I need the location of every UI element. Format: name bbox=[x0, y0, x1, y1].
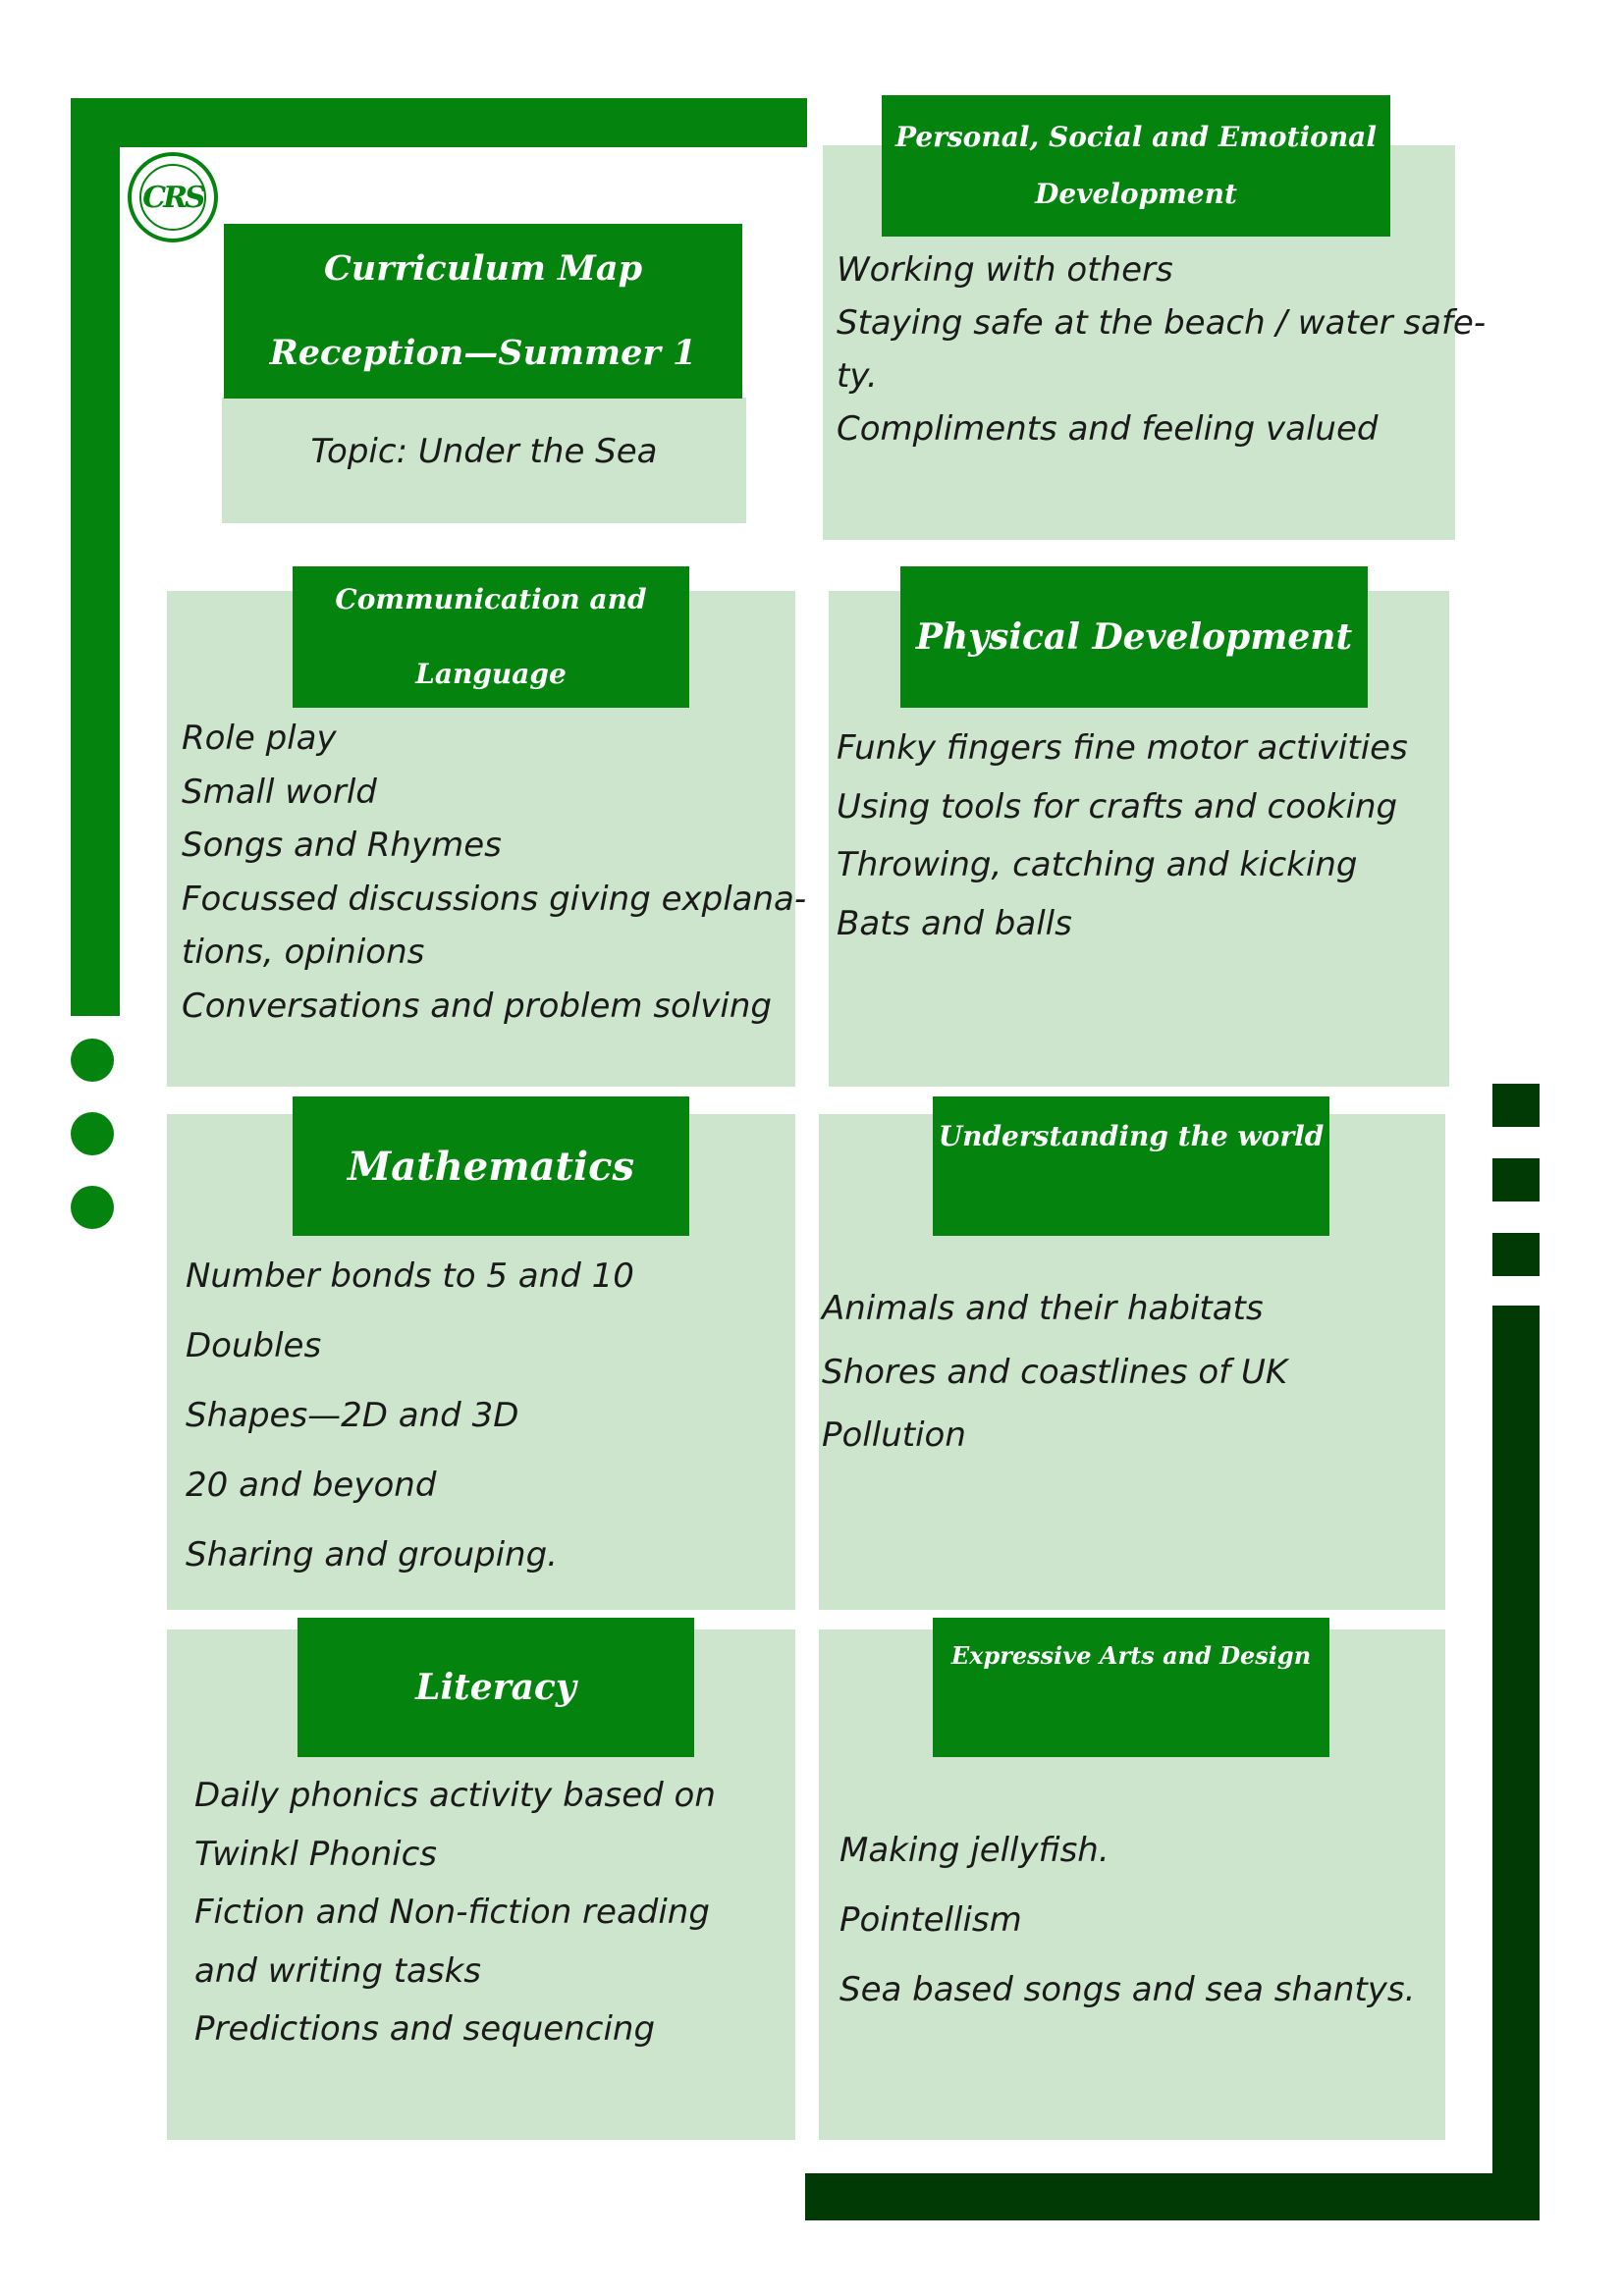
frame-top-bar bbox=[71, 98, 807, 147]
physical-header bbox=[900, 566, 1368, 708]
understanding-heading: Understanding the world bbox=[938, 1120, 1325, 1152]
list-item: Role play bbox=[182, 719, 337, 758]
decor-square-2 bbox=[1492, 1158, 1540, 1201]
psed-heading-line-1: Personal, Social and Emotional bbox=[895, 121, 1377, 153]
literacy-header bbox=[298, 1618, 694, 1757]
list-item: Fiction and Non-fiction reading bbox=[194, 1893, 710, 1932]
list-item: ty. bbox=[837, 356, 878, 396]
list-item: Songs and Rhymes bbox=[182, 826, 502, 865]
list-item: Throwing, catching and kicking bbox=[837, 845, 1358, 884]
list-item: Using tools for crafts and cooking bbox=[837, 786, 1398, 827]
mathematics-list bbox=[186, 1242, 634, 1590]
list-item: Staying safe at the beach / water safe- bbox=[837, 303, 1487, 343]
psed-header bbox=[882, 95, 1390, 237]
psed-list bbox=[837, 243, 1486, 455]
list-item: Funky fingers fine motor activities bbox=[837, 728, 1408, 768]
list-item: Pollution bbox=[822, 1415, 966, 1455]
understanding-list bbox=[822, 1277, 1287, 1468]
decor-square-1 bbox=[1492, 1084, 1540, 1127]
decor-dot-1 bbox=[71, 1039, 114, 1082]
arts-list bbox=[839, 1816, 1415, 2025]
frame-bottom-bar bbox=[805, 2173, 1540, 2220]
list-item: Small world bbox=[182, 772, 377, 812]
mathematics-header bbox=[293, 1096, 689, 1236]
logo-text: CRS bbox=[142, 180, 203, 215]
communication-list bbox=[182, 712, 806, 1033]
list-item: Sharing and grouping. bbox=[186, 1535, 558, 1575]
frame-right-bar bbox=[1492, 1306, 1540, 2220]
psed-heading-line-2: Development bbox=[1035, 178, 1237, 210]
list-item: Conversations and problem solving bbox=[182, 986, 772, 1026]
list-item: Shapes—2D and 3D bbox=[186, 1396, 519, 1435]
list-item: Twinkl Phonics bbox=[194, 1834, 437, 1874]
list-item: Pointellism bbox=[839, 1900, 1022, 1940]
list-item: Daily phonics activity based on bbox=[194, 1776, 716, 1815]
title-line-2: Reception—Summer 1 bbox=[269, 333, 697, 373]
mathematics-heading: Mathematics bbox=[348, 1143, 634, 1190]
communication-heading-line-2: Language bbox=[415, 658, 567, 690]
list-item: and writing tasks bbox=[194, 1950, 482, 1991]
list-item: 20 and beyond bbox=[186, 1466, 437, 1505]
topic-text: Topic: Under the Sea bbox=[310, 432, 658, 471]
decor-dot-2 bbox=[71, 1112, 114, 1155]
list-item: Predictions and sequencing bbox=[194, 2009, 656, 2049]
arts-header bbox=[933, 1618, 1329, 1757]
decor-square-3 bbox=[1492, 1233, 1540, 1276]
list-item: Making jellyfish. bbox=[839, 1831, 1110, 1870]
physical-heading: Physical Development bbox=[915, 616, 1353, 658]
communication-heading-line-1: Communication and bbox=[335, 583, 647, 615]
list-item: Doubles bbox=[186, 1326, 322, 1365]
understanding-header bbox=[933, 1096, 1329, 1236]
school-logo bbox=[128, 152, 218, 242]
list-item: Sea based songs and sea shantys. bbox=[839, 1970, 1416, 2009]
decor-dot-3 bbox=[71, 1186, 114, 1229]
title-line-1: Curriculum Map bbox=[323, 248, 643, 289]
list-item: Compliments and feeling valued bbox=[837, 409, 1379, 449]
title-header bbox=[224, 224, 742, 399]
list-item: Focussed discussions giving explana- bbox=[182, 879, 807, 919]
list-item: Animals and their habitats bbox=[822, 1289, 1264, 1328]
list-item: Working with others bbox=[837, 250, 1173, 290]
list-item: tions, opinions bbox=[182, 933, 425, 972]
list-item: Number bonds to 5 and 10 bbox=[186, 1256, 634, 1296]
literacy-list bbox=[194, 1767, 716, 2059]
communication-header bbox=[293, 566, 689, 708]
frame-left-bar bbox=[71, 98, 120, 1016]
arts-heading: Expressive Arts and Design bbox=[950, 1641, 1312, 1670]
list-item: Bats and balls bbox=[837, 903, 1072, 943]
literacy-heading: Literacy bbox=[415, 1667, 576, 1708]
list-item: Shores and coastlines of UK bbox=[822, 1352, 1288, 1392]
physical-list bbox=[837, 720, 1408, 953]
